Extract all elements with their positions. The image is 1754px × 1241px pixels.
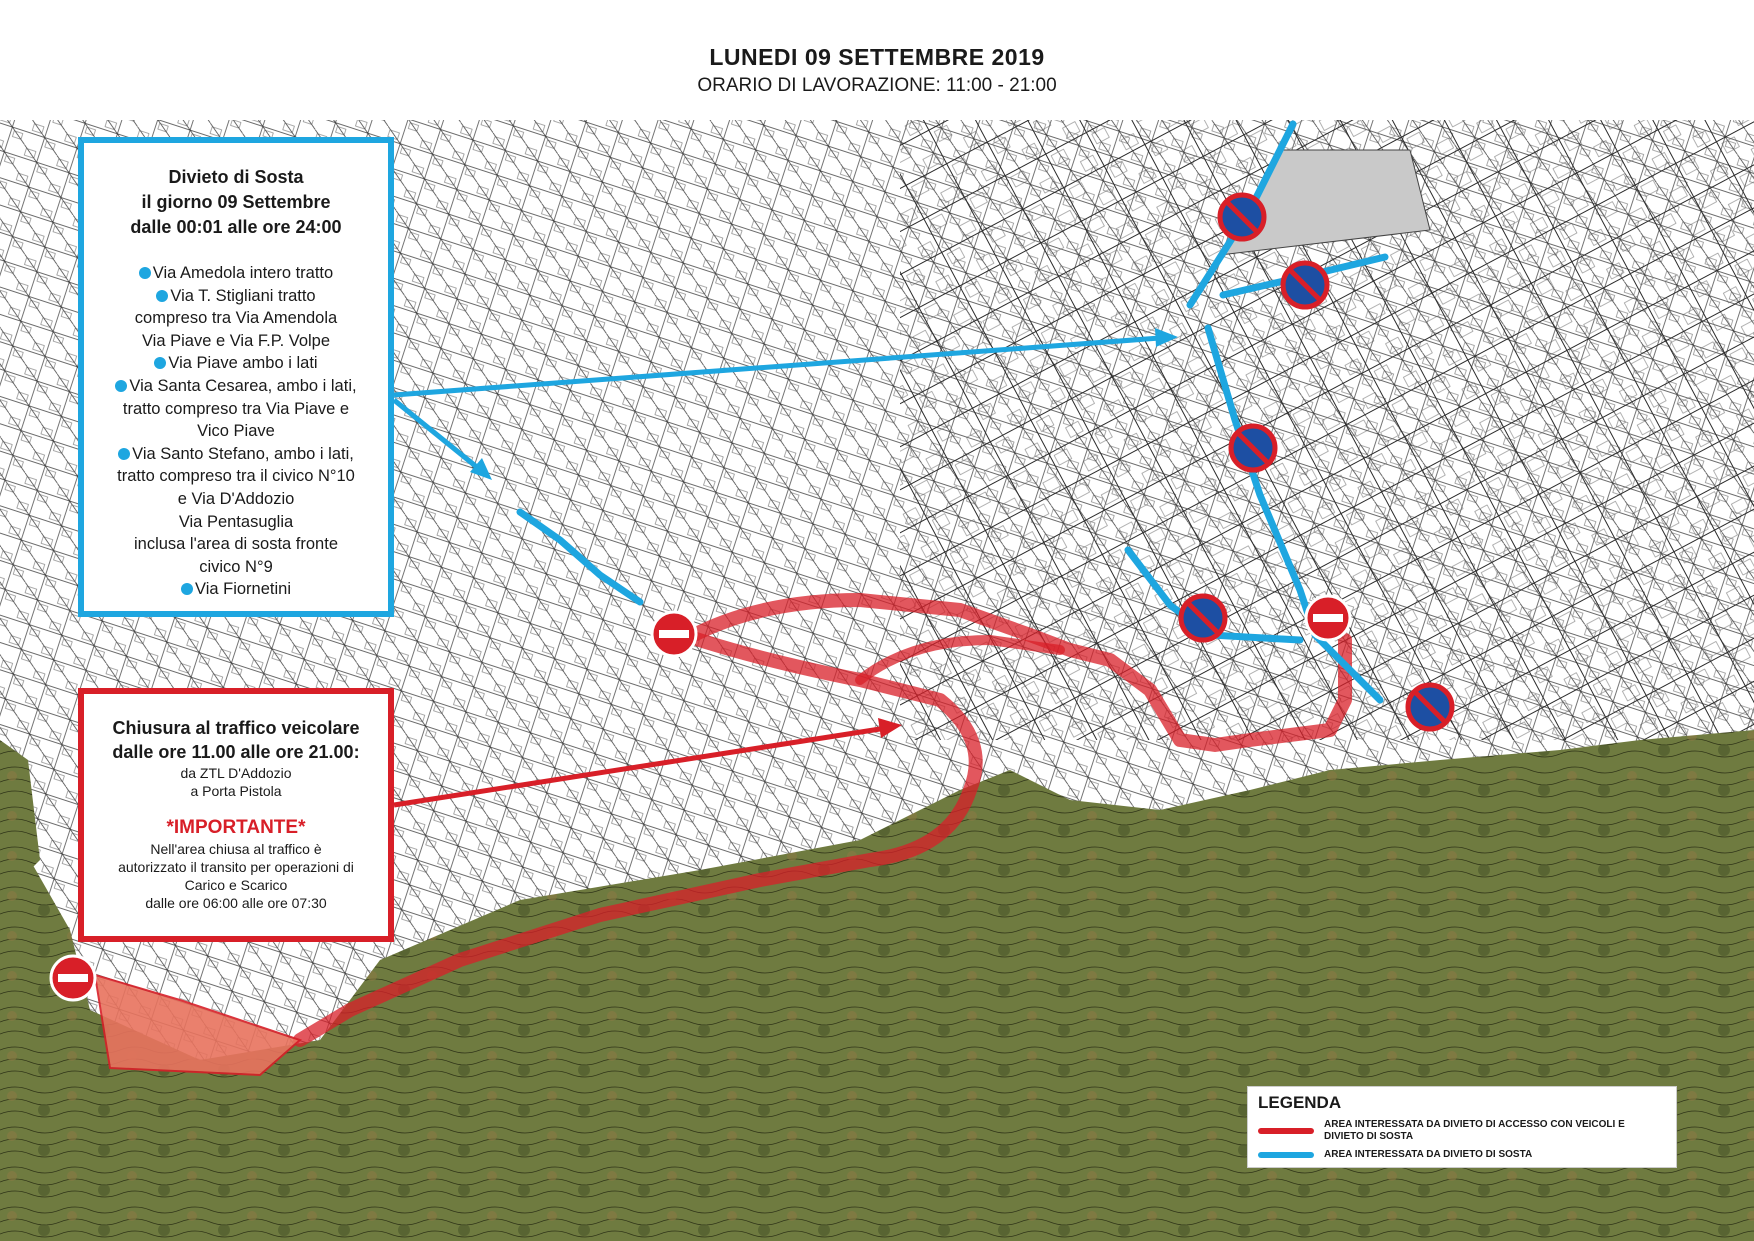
list-item-text: Via Piave ambo i lati: [168, 354, 318, 373]
list-item: [90, 420, 382, 443]
list-item-text: Via Piave e Via F.P. Volpe: [141, 331, 331, 350]
closure-note-4: dalle ore 06:00 alle ore 07:30: [145, 895, 327, 911]
list-item-text: tratto compreso tra il civico N°10: [117, 467, 355, 486]
closure-note-3: Carico e Scarico: [184, 877, 288, 893]
list-item: [90, 307, 382, 330]
important-label: *IMPORTANTE*: [166, 817, 306, 838]
closure-heading-2: dalle ore 11.00 alle ore 21.00:: [112, 742, 360, 762]
bullet-icon: [154, 357, 166, 369]
closure-from: da ZTL D'Addozio: [180, 765, 292, 781]
closure-note-2: autorizzato il transito per operazioni di: [118, 859, 354, 875]
legend-item-closure: [1258, 1119, 1666, 1143]
list-item: [90, 285, 382, 308]
closure-heading-1: Chiusura al traffico veicolare: [112, 718, 360, 738]
list-item-text: Via Santa Cesarea, ambo i lati,: [129, 376, 357, 395]
list-item: [90, 556, 382, 579]
map-subtitle: ORARIO DI LAVORAZIONE: 11:00 - 21:00: [697, 75, 1057, 96]
list-item: [90, 375, 382, 398]
legend-text: AREA INTERESSATA DA DIVIETO DI SOSTA: [1324, 1149, 1533, 1160]
no-parking-sign[interactable]: [1231, 426, 1275, 470]
legend-swatch-red: [1258, 1128, 1314, 1134]
legend-item-no-parking: [1258, 1149, 1666, 1161]
list-item-text: compreso tra Via Amendola: [134, 309, 338, 328]
bullet-icon: [115, 380, 127, 392]
list-item: [90, 398, 382, 421]
map-header: [0, 44, 1754, 97]
list-item-text: Vico Piave: [197, 422, 275, 441]
no-entry-sign[interactable]: [51, 956, 95, 1000]
legend-title: LEGENDA: [1258, 1093, 1342, 1112]
list-item-text: tratto compreso tra Via Piave e: [122, 399, 350, 418]
list-item: [90, 488, 382, 511]
no-entry-sign[interactable]: [652, 612, 696, 656]
bullet-icon: [139, 267, 151, 279]
list-item: [90, 465, 382, 488]
list-item-text: Via Santo Stefano, ambo i lati,: [132, 444, 354, 463]
no-parking-sign[interactable]: [1408, 685, 1452, 729]
no-parking-heading-3: dalle 00:01 alle ore 24:00: [130, 217, 342, 237]
no-entry-sign[interactable]: [1306, 596, 1350, 640]
list-item: [90, 330, 382, 353]
no-parking-heading-2: il giorno 09 Settembre: [141, 192, 331, 212]
closure-to: a Porta Pistola: [190, 783, 282, 799]
list-item: [90, 262, 382, 285]
bullet-icon: [156, 290, 168, 302]
list-item-text: e Via D'Addozio: [177, 489, 295, 508]
traffic-closure-info-box: [78, 688, 394, 942]
list-item-text: Via Pentasuglia: [178, 512, 294, 531]
list-item: [90, 533, 382, 556]
list-item-text: civico N°9: [199, 557, 273, 576]
closure-note-1: Nell'area chiusa al traffico è: [150, 841, 322, 857]
list-item: [90, 352, 382, 375]
no-parking-heading-1: Divieto di Sosta: [168, 167, 304, 187]
no-parking-sign[interactable]: [1283, 263, 1327, 307]
list-item-text: inclusa l'area di sosta fronte: [133, 535, 338, 554]
list-item-text: Via T. Stigliani tratto: [170, 286, 316, 305]
bullet-icon: [118, 448, 130, 460]
legend-text: AREA INTERESSATA DA DIVIETO DI ACCESSO CON VEICOLI E DIVIETO DI SOSTA: [1324, 1119, 1625, 1142]
list-item: [90, 578, 382, 601]
list-item-text: Via Fiornetini: [195, 580, 291, 599]
no-parking-street-list: [90, 262, 382, 601]
bullet-icon: [181, 583, 193, 595]
legend-swatch-blue: [1258, 1152, 1314, 1158]
map-legend: [1247, 1086, 1677, 1168]
list-item-text: Via Amedola intero tratto: [152, 264, 334, 282]
list-item: [90, 443, 382, 466]
list-item: [90, 511, 382, 534]
no-parking-sign[interactable]: [1181, 596, 1225, 640]
no-parking-sign[interactable]: [1220, 195, 1264, 239]
map-title: LUNEDI 09 SETTEMBRE 2019: [709, 44, 1045, 70]
no-parking-info-box: [78, 137, 394, 617]
